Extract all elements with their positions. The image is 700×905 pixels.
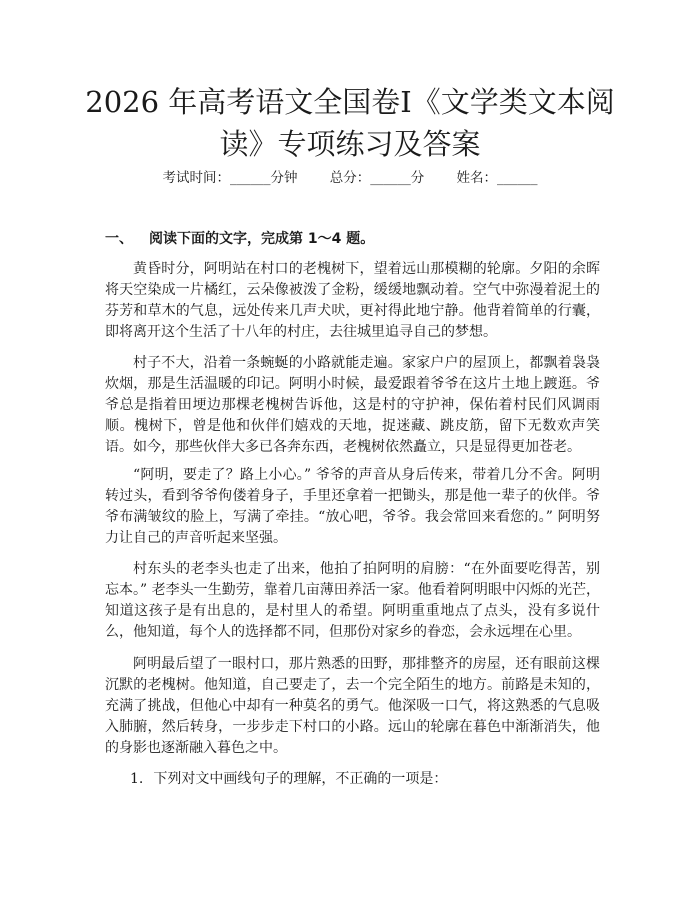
- exam-info: [0, 168, 700, 188]
- question-number: 1.: [130, 771, 144, 787]
- document-title-line-1: 2026 年高考语文全国卷Ⅰ《文学类文本阅: [85, 85, 615, 119]
- question-1: [130, 769, 447, 789]
- section-heading-text: 阅读下面的文字，完成第 1～4 题。: [149, 231, 375, 247]
- passage-paragraph-1: 黄昏时分，阿明站在村口的老槐树下，望着远山那模糊的轮廓。夕阳的余晖将天空染成一片橘红，云朵像被泼了金粉，缓缓地飘动着。空气中弥漫着泥土的芬芳和草木的气息，远处传来几声犬吠，更衬得此地宁静。他背着简单的行囊，即将离开这个生活了十八年的村庄，去往城里追寻自己的梦想。: [105, 261, 600, 340]
- question-text: 下列对文中画线句子的理解，不正确的一项是：: [153, 771, 448, 787]
- passage-paragraph-5: 阿明最后望了一眼村口，那片熟悉的田野，那排整齐的房屋，还有眼前这棵沉默的老槐树。他知道，自己要走了，去一个完全陌生的地方。前路是未知的，充满了挑战，但他心中却有一种莫名的勇气。他深吸一口气，将这熟悉的气息吸入肺腑，然后转身，一步步走下村口的小路。远山的轮廓在暮色中渐渐消失，他的身影也逐渐融入暮色之中。: [105, 656, 600, 756]
- passage-paragraph-3: “阿明，要走了？路上小心。” 爷爷的声音从身后传来，带着几分不舍。阿明转过头，看到爷爷佝偻着身子，手里还拿着一把锄头，那是他一辈子的伙伴。爷爷布满皱纹的脸上，写满了牵挂。“放心吧，爷爷。我会常回来看您的。” 阿明努力让自己的声音听起来坚强。: [105, 467, 600, 546]
- passage-paragraph-4: 村东头的老李头也走了出来，他拍了拍阿明的肩膀：“在外面要吃得苦，别忘本。” 老李头一生勤劳，靠着几亩薄田养活一家。他看着阿明眼中闪烁的光芒，知道这孩子是有出息的，是村里人的希望。阿明重重地点了点头，没有多说什么，他知道，每个人的选择都不同，但那份对家乡的眷恋，会永远埋在心里。: [105, 561, 600, 640]
- document-title-line-2: 读》专项练习及答案: [219, 127, 481, 161]
- total-score-field: 总分：______分: [329, 170, 425, 186]
- section-heading: [105, 229, 374, 249]
- section-number: 一、: [105, 231, 133, 247]
- exam-time-field: 考试时间：______分钟: [162, 170, 298, 186]
- passage-paragraph-2: 村子不大，沿着一条蜿蜒的小路就能走遍。家家户户的屋顶上，都飘着袅袅炊烟，那是生活温暖的印记。阿明小时候，最爱跟着爷爷在这片土地上踱逛。爷爷总是指着田埂边那棵老槐树告诉他，这是村的守护神，保佑着村民们风调雨顺。槐树下，曾是他和伙伴们嬉戏的天地，捉迷藏、跳皮筋，留下无数欢声笑语。如今，那些伙伴大多已各奔东西，老槐树依然矗立，只是显得更加苍老。: [105, 355, 600, 455]
- name-field: 姓名：______: [456, 170, 538, 186]
